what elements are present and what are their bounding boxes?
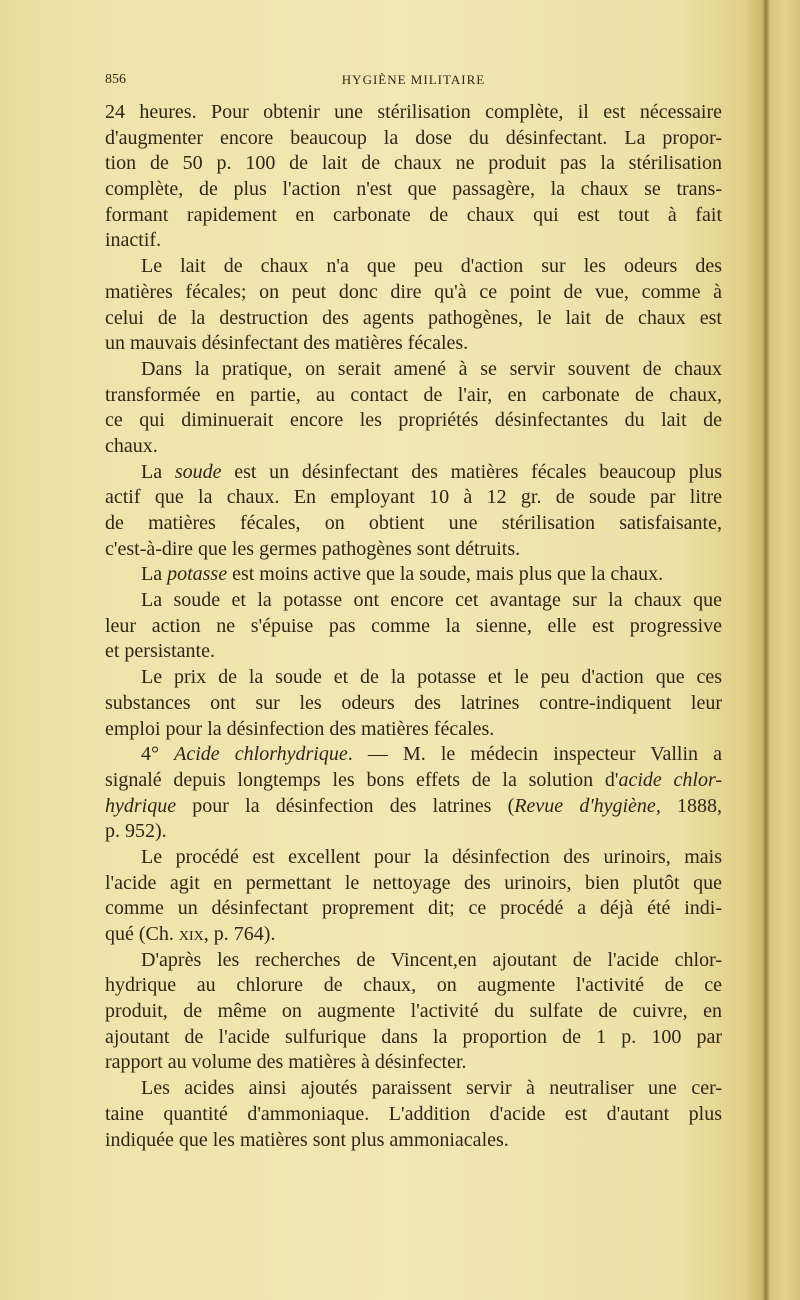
text-line: [105, 126, 722, 152]
page-header: [105, 72, 722, 92]
text-line: [105, 1050, 722, 1076]
paragraph: [105, 1076, 722, 1153]
text-span: actif que la chaux. En employant 10 à 12 gr. de soude par litre: [105, 486, 722, 509]
text-line: [105, 948, 722, 974]
text-span: Le lait de chaux n'a que peu d'action sur les odeurs des: [141, 255, 722, 278]
text-line: [105, 717, 722, 743]
text-line: [105, 228, 722, 254]
text-span: transformée en partie, au contact de l'air, en carbonate de chaux,: [105, 383, 722, 406]
text-span: l'acide agit en permettant le nettoyage des urinoirs, bien plutôt que: [105, 871, 722, 894]
text-span: p. 952).: [105, 820, 167, 843]
text-span: 4°: [141, 743, 175, 766]
text-span: matières fécales; on peut donc dire qu'à ce point de vue, comme à: [105, 280, 722, 303]
text-line: [105, 280, 722, 306]
paragraph: [105, 460, 722, 563]
text-span: complète, de plus l'action n'est que passagère, la chaux se trans-: [105, 178, 722, 201]
text-line: [105, 460, 722, 486]
text-span: , p. 764).: [203, 923, 276, 945]
text-span: comme un désinfectant proprement dit; ce procédé a déjà été indi-: [105, 897, 722, 920]
paragraph: [105, 100, 722, 254]
text-line: [105, 254, 722, 280]
paragraph: [105, 742, 722, 845]
text-span: chaux.: [105, 434, 158, 457]
text-line: [105, 922, 722, 948]
text-span: ajoutant de l'acide sulfurique dans la proportion de 1 p. 100 par: [105, 1025, 722, 1048]
text-span: leur action ne s'épuise pas comme la sienne, elle est progressive: [105, 614, 722, 637]
text-span: ce qui diminuerait encore les propriétés désinfectantes du lait de: [105, 409, 722, 432]
text-line: [105, 331, 722, 357]
text-line: [105, 1102, 722, 1128]
body-text: [105, 100, 722, 1153]
text-line: [105, 177, 722, 203]
text-span: taine quantité d'ammoniaque. L'addition d'acide est d'autant plus: [105, 1102, 722, 1125]
italic-text: potasse: [167, 563, 228, 586]
text-span: et persistante.: [105, 640, 215, 663]
running-title: HYGIÈNE MILITAIRE: [341, 72, 486, 87]
text-span: est moins active que la soude, mais plus que la chaux.: [227, 563, 664, 586]
text-line: [105, 1076, 722, 1102]
text-span: Les acides ainsi ajoutés paraissent servir à neutraliser une cer-: [141, 1077, 722, 1100]
text-line: [105, 639, 722, 665]
paragraph: [105, 588, 722, 665]
text-line: [105, 537, 722, 563]
text-line: [105, 383, 722, 409]
paragraph: [105, 665, 722, 742]
text-line: [105, 1128, 722, 1154]
italic-text: hydrique: [105, 794, 177, 817]
text-line: [105, 434, 722, 460]
text-span: un mauvais désinfectant des matières fécales.: [105, 332, 469, 355]
text-line: [105, 614, 722, 640]
text-span: tion de 50 p. 100 de lait de chaux ne produit pas la stérilisation: [105, 152, 722, 175]
text-line: [105, 665, 722, 691]
italic-text: Acide chlorhydrique: [174, 743, 348, 766]
text-line: [105, 306, 722, 332]
text-line: [105, 511, 722, 537]
text-line: [105, 896, 722, 922]
text-span: d'augmenter encore beaucoup la dose du désinfectant. La propor-: [105, 126, 722, 149]
italic-text: acide chlor-: [618, 768, 722, 791]
page-number: 856: [105, 72, 126, 87]
text-span: Dans la pratique, on serait amené à se servir souvent de chaux: [141, 357, 722, 380]
text-line: [105, 871, 722, 897]
text-span: xix: [178, 923, 204, 945]
text-span: produit, de même on augmente l'activité du sulfate de cuivre, en: [105, 1000, 722, 1023]
text-span: pour la désinfection des latrines (: [176, 794, 515, 817]
text-span: est un désinfectant des matières fécales beaucoup plus: [221, 460, 722, 483]
text-line: [105, 408, 722, 434]
text-span: de matières fécales, on obtient une stérilisation satisfaisante,: [105, 512, 722, 534]
italic-text: Revue d'hygiène: [514, 794, 656, 817]
paragraph: [105, 562, 722, 588]
text-line: [105, 819, 722, 845]
italic-text: soude: [174, 460, 222, 483]
text-span: hydrique au chlorure de chaux, on augmente l'activité de ce: [105, 974, 722, 997]
text-span: indiquée que les matières sont plus ammoniacales.: [105, 1128, 509, 1151]
text-span: D'après les recherches de Vincent,en ajoutant de l'acide chlor-: [141, 948, 722, 971]
paragraph: [105, 254, 722, 357]
text-line: [105, 691, 722, 717]
text-span: La: [141, 460, 175, 483]
text-line: [105, 768, 722, 794]
text-line: [105, 999, 722, 1025]
text-span: 24 heures. Pour obtenir une stérilisation complète, il est nécessaire: [105, 101, 722, 123]
text-span: rapport au volume des matières à désinfecter.: [105, 1051, 467, 1074]
text-span: La soude et la potasse ont encore cet avantage sur la chaux que: [141, 589, 722, 612]
text-span: emploi pour la désinfection des matières fécales.: [105, 717, 495, 740]
text-line: [105, 100, 722, 126]
text-line: [105, 485, 722, 511]
text-span: La: [141, 563, 168, 586]
text-span: signalé depuis longtemps les bons effets de la solution d': [105, 768, 619, 791]
text-line: [105, 588, 722, 614]
text-span: c'est-à-dire que les germes pathogènes sont détruits.: [105, 537, 521, 560]
text-line: [105, 973, 722, 999]
text-span: inactif.: [105, 229, 162, 252]
text-line: [105, 562, 722, 588]
text-line: [105, 203, 722, 229]
text-line: [105, 151, 722, 177]
text-span: substances ont sur les odeurs des latrines contre-indiquent leur: [105, 691, 722, 714]
paragraph: [105, 357, 722, 460]
text-line: [105, 845, 722, 871]
text-span: Le prix de la soude et de la potasse et le peu d'action que ces: [141, 666, 722, 689]
text-line: [105, 357, 722, 383]
text-span: qué (Ch.: [105, 923, 179, 945]
text-line: [105, 794, 722, 820]
text-span: , 1888,: [655, 794, 723, 817]
paragraph: [105, 845, 722, 948]
text-line: [105, 1025, 722, 1051]
text-span: celui de la destruction des agents pathogènes, le lait de chaux est: [105, 306, 722, 329]
text-span: Le procédé est excellent pour la désinfection des urinoirs, mais: [141, 845, 722, 868]
text-span: . — M. le médecin inspecteur Vallin a: [347, 743, 723, 766]
text-span: formant rapidement en carbonate de chaux qui est tout à fait: [105, 203, 722, 226]
text-line: [105, 742, 722, 768]
paragraph: [105, 948, 722, 1076]
